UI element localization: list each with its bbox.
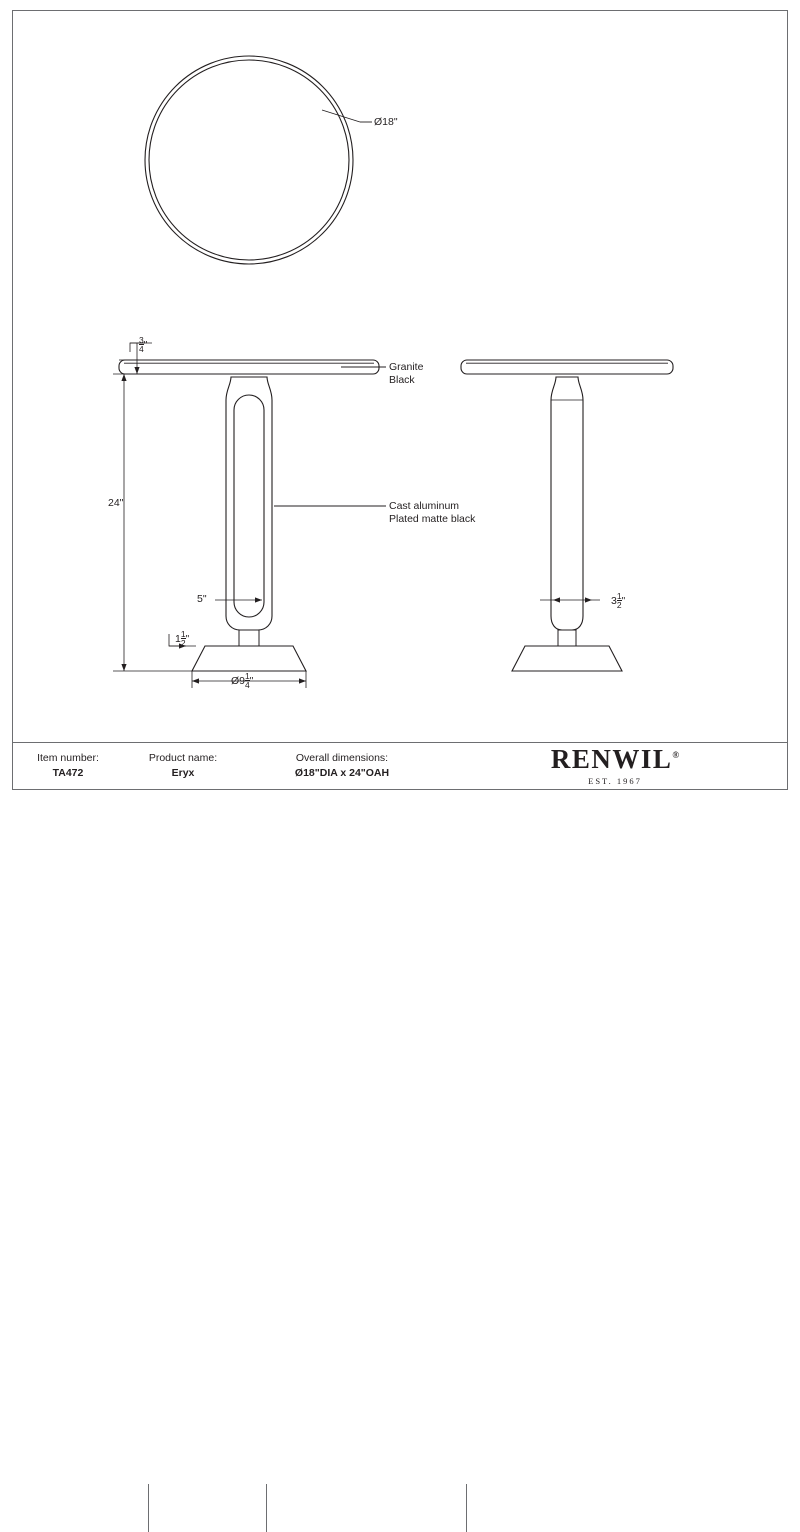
dim-top-thickness: $\frac{3}{4}$ "	[139, 334, 148, 355]
material-leaders	[274, 367, 386, 506]
dim-base-thickness-fraction: $\frac{1}{2}$	[180, 628, 186, 649]
label-material-top-2: Black	[389, 374, 415, 386]
registered-trademark-icon: ®	[672, 750, 680, 760]
title-block-item-number	[12, 742, 124, 790]
title-block-sep-1	[148, 1484, 149, 1532]
dim-side-depth-fraction: $\frac{1}{2}$	[616, 590, 622, 611]
title-block-sep-3	[466, 1484, 467, 1532]
product-name-value: Eryx	[171, 767, 195, 779]
item-number-value: TA472	[52, 767, 84, 779]
dim-base-thickness: 1 $\frac{1}{2}$ "	[175, 628, 190, 649]
side-view	[461, 360, 673, 671]
label-material-base-2: Plated matte black	[389, 513, 476, 525]
item-number-label: Item number:	[37, 751, 99, 764]
front-view	[119, 360, 379, 671]
title-block	[12, 742, 788, 790]
brand-logo	[442, 742, 788, 790]
dim-stem-width: 5"	[197, 593, 207, 605]
diameter-leader	[322, 110, 372, 122]
top-view-circle	[145, 56, 353, 264]
dim-base-diameter-fraction: $\frac{1}{4}$	[245, 670, 250, 691]
brand-wordmark: RENWIL®	[550, 744, 680, 774]
title-block-product-name	[124, 742, 242, 790]
title-block-sep-2	[266, 1484, 267, 1532]
title-block-dimensions	[242, 742, 442, 790]
label-material-base-1: Cast aluminum	[389, 500, 460, 512]
dimensions-label: Overall dimensions:	[295, 751, 389, 764]
dim-overall-height: 24"	[108, 497, 124, 509]
product-name-label: Product name:	[148, 751, 218, 764]
dim-base-diameter: Ø9 $\frac{1}{4}$ "	[231, 670, 254, 691]
label-top-diameter: Ø18"	[374, 116, 398, 128]
dimensions-value: Ø18"DIA x 24"OAH	[294, 767, 390, 779]
brand-established: EST. 1967	[588, 776, 642, 786]
dim-top-thickness-fraction: $\frac{3}{4}$	[139, 334, 144, 355]
dim-side-depth: 3 $\frac{1}{2}$ "	[611, 590, 626, 611]
label-material-top-1: Granite	[389, 361, 424, 373]
